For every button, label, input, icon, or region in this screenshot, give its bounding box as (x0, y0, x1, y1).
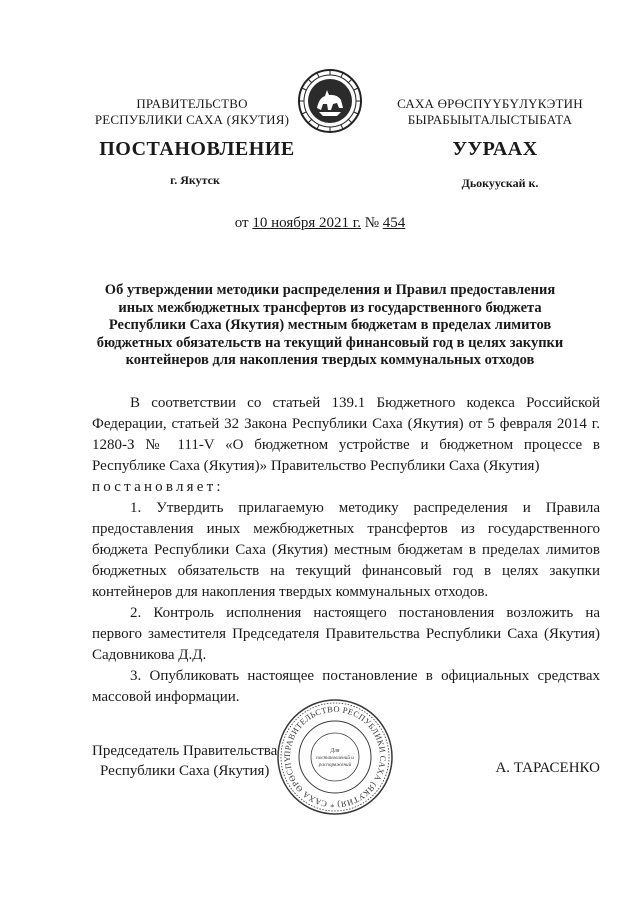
header-left-org (92, 96, 292, 128)
document-date: 10 ноября 2021 г. (252, 215, 361, 231)
seal-center-line2: постановлений и (316, 755, 354, 761)
document-subject: Об утверждении методики распределения и Правил предоставления иных межбюджетных трансфертов из государственного бюджета Республики Саха (Якутия) местным бюджетам в пределах лимитов бюджетных обязательств на текущий финансовый год в целях закупки контейнеров для накопления твердых коммунальных отходов (96, 282, 564, 368)
signatory-position (92, 741, 277, 781)
item-1: 1. Утвердить прилагаемую методику распределения и Правила предоставления иных межбюджетных трансфертов из государственного бюджета Республики Саха (Якутия) местным бюджетам в пределах лимитов бюджетных обязательств на текущий финансовый год в целях закупки контейнеров для накопления твердых коммунальных отходов. (92, 500, 600, 600)
doc-title-right: УУРААХ (452, 138, 538, 160)
header-right-line1: САХА ӨРӨСПҮҮБҮЛҮКЭТИН (397, 96, 583, 111)
signatory-name: А. ТАРАСЕНКО (495, 760, 600, 776)
date-number-line (0, 215, 640, 232)
seal-center-line1: Для (330, 748, 340, 754)
city-right: Дьокуускай к. (461, 176, 539, 190)
date-prefix: от (234, 215, 249, 231)
preamble: В соответствии со статьей 139.1 Бюджетного кодекса Российской Федерации, статьей 32 Закона Республики Саха (Якутия) от 5 февраля 2014 г. 1280-З № 111-V «О бюджетном устройстве и бюджетном процессе в Республике Саха (Якутия)» Правительство Республики Саха (Якутия) (92, 395, 600, 474)
signatory-position-line2: Республики Саха (Якутия) (100, 763, 270, 779)
city-left: г. Якутск (170, 173, 220, 187)
header-right-line2: БЫРАБЫЫТАЛЫСТЫБАТА (407, 112, 573, 127)
coat-of-arms-icon (297, 68, 363, 134)
signatory-position-line1: Председатель Правительства (92, 743, 278, 759)
number-prefix: № (364, 215, 380, 231)
seal-ring-text: ПРАВИТЕЛЬСТВО РЕСПУБЛИКИ САХА (ЯКУТИЯ) * САХА ӨРӨСПҮ (282, 704, 388, 810)
header-left-line2: РЕСПУБЛИКИ САХА (ЯКУТИЯ) (94, 112, 290, 127)
document-body (92, 393, 600, 708)
doc-title-left: ПОСТАНОВЛЕНИЕ (99, 138, 295, 160)
header-right-org (390, 96, 590, 128)
item-3: 3. Опубликовать настоящее постановление в официальных средствах массовой информации. (92, 668, 600, 705)
resolves-line: постановляет: (92, 479, 224, 495)
header-left-line1: ПРАВИТЕЛЬСТВО (136, 96, 248, 111)
seal-center-line3: распоряжений (318, 762, 352, 768)
document-number: 454 (382, 215, 406, 231)
item-2: 2. Контроль исполнения настоящего постановления возложить на первого заместителя Председателя Правительства Республики Саха (Якутия) Садовникова Д.Д. (92, 605, 600, 663)
official-seal-icon (276, 698, 394, 816)
